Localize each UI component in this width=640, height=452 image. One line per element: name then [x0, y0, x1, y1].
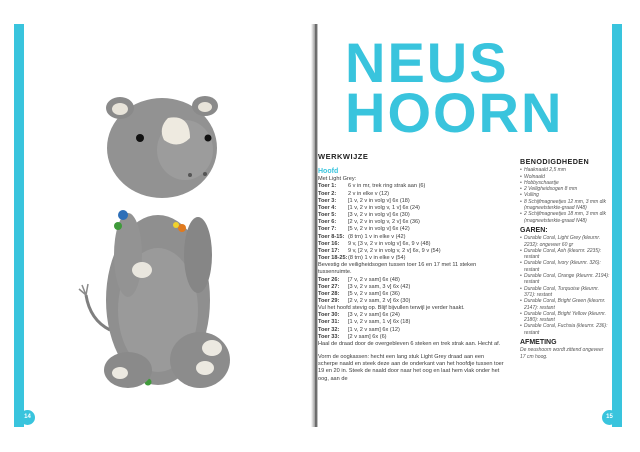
round-label: Toer 28:	[318, 290, 340, 297]
rhino-photo	[40, 80, 280, 400]
yarn-item: • Durable Coral, Light Grey (kleurnr. 2232): ongeveer 60 gr	[520, 235, 610, 248]
round-instruction: [1 v, 2 v sam] 6x (12)	[348, 326, 400, 333]
round-row	[318, 255, 504, 262]
material-item: • Wolnaald	[520, 174, 610, 180]
round-row	[318, 226, 504, 233]
werkwijze-heading: WERKWIJZE	[318, 152, 369, 161]
material-item: • Vulling	[520, 192, 610, 198]
round-label: Toer 30:	[318, 312, 340, 319]
round-row	[318, 248, 504, 255]
yarn-item: • Durable Coral, Orange (kleurnr. 2194): restant	[520, 273, 610, 286]
round-row	[318, 319, 504, 326]
round-label: Toer 31:	[318, 319, 340, 326]
round-label: Toer 2:	[318, 190, 337, 197]
yarn-item: • Durable Coral, Turquoise (kleurnr. 371): restant	[520, 286, 610, 299]
round-row	[318, 241, 504, 248]
materials-column	[520, 159, 610, 360]
page-title	[345, 31, 564, 144]
yarn-list	[520, 235, 610, 336]
yarn-item: • Durable Coral, Bright Green (kleurnr. 2147): restant	[520, 298, 610, 311]
round-instruction: 9 v, [2 v, 2 v in volg v, 2 v] 6x, 9 v (54)	[348, 247, 441, 254]
yarn-item: • Durable Coral, Ash (kleurnr. 2235): restant	[520, 248, 610, 261]
left-accent-stripe	[14, 24, 24, 427]
afmeting-text: De neushoorn wordt zittend ongeveer 17 cm hoog.	[520, 347, 604, 360]
title-line-1: NEUS	[345, 31, 509, 94]
intro-text: Met Light Grey:	[318, 176, 357, 183]
round-row	[318, 277, 504, 284]
round-instruction: [3 v, 2 v sam, 3 v] 6x (42)	[348, 283, 411, 290]
round-row	[318, 298, 504, 305]
section-heading-hoofd: Hoofd	[318, 168, 339, 176]
round-label: Toer 1:	[318, 183, 337, 190]
round-instruction: [5 v, 2 v sam] 6x (36)	[348, 290, 400, 297]
round-label: Toer 5:	[318, 212, 337, 219]
round-instruction: [1 v, 2 v sam, 1 v] 6x (18)	[348, 319, 411, 326]
round-label: Toer 16:	[318, 240, 340, 247]
note-stuffing: Vul het hoofd stevig op. Blijf bijvullen terwijl je verder haakt.	[318, 305, 465, 312]
right-accent-stripe	[612, 24, 622, 427]
round-row	[318, 312, 504, 319]
round-row	[318, 334, 504, 341]
round-instruction: (8 trn) 1 v in elke v (54)	[348, 255, 406, 262]
yarn-item: • Durable Coral, Ivory (kleurnr. 326): restant	[520, 260, 610, 273]
round-row	[318, 234, 504, 241]
round-instruction: [5 v, 2 v in volg v] 6x (42)	[348, 226, 410, 233]
round-list-c	[318, 312, 504, 341]
round-row	[318, 212, 504, 219]
round-label: Toer 8-15:	[318, 233, 345, 240]
round-instruction: [2 v, 2 v sam, 2 v] 6x (30)	[348, 297, 411, 304]
round-row	[318, 183, 504, 190]
round-instruction: 6 v in mr, trek ring strak aan (6)	[348, 183, 426, 190]
round-row	[318, 205, 504, 212]
round-row	[318, 327, 504, 334]
round-instruction: (8 trn) 1 v in elke v (42)	[348, 233, 406, 240]
round-label: Toer 4:	[318, 204, 337, 211]
round-row	[318, 198, 504, 205]
round-label: Toer 29:	[318, 297, 340, 304]
round-row	[318, 291, 504, 298]
round-row	[318, 219, 504, 226]
round-instruction: 9 v, [3 v, 2 v in volg v] 6x, 9 v (48)	[348, 240, 431, 247]
afmeting-heading: AFMETING	[520, 339, 557, 347]
round-label: Toer 33:	[318, 333, 340, 340]
round-instruction: [7 v, 2 v sam] 6x (48)	[348, 276, 400, 283]
round-label: Toer 17:	[318, 247, 340, 254]
round-instruction: [1 v, 2 v in volg v, 1 v] 6x (24)	[348, 204, 420, 211]
material-item: • 2 Veiligheidsogen 8 mm	[520, 186, 610, 192]
page-number-left: 14	[20, 410, 35, 425]
round-instruction: [3 v, 2 v in volg v] 6x (30)	[348, 212, 410, 219]
round-instruction: [2 v, 2 v in volg v, 2 v] 6x (36)	[348, 219, 420, 226]
round-list-b	[318, 277, 504, 306]
round-row	[318, 191, 504, 198]
round-label: Toer 7:	[318, 226, 337, 233]
round-label: Toer 26:	[318, 276, 340, 283]
instructions-column	[318, 153, 504, 383]
material-item: • Haaknaald 2,5 mm	[520, 167, 610, 173]
eye-socket-paragraph: Vorm de oogkassen: hecht een lang stuk Light Grey draad aan een scherpe naald en steek deze aan de onderkant van het hoofdje tussen toer 19 en 20 in. Steek de naald door naar het oog en laat hem vlak onder het oog, aan de	[318, 354, 504, 382]
round-label: Toer 32:	[318, 326, 340, 333]
yarn-item: • Durable Coral, Bright Yellow (kleurnr. 2180): restant	[520, 311, 610, 324]
round-row	[318, 284, 504, 291]
note-finish: Haal de draad door de overgebleven 6 steken en trek strak aan. Hecht af.	[318, 340, 501, 347]
materials-list	[520, 167, 610, 224]
round-label: Toer 27:	[318, 283, 340, 290]
page-number-right: 15	[602, 410, 617, 425]
note-eyes: Bevestig de veiligheidsogen tussen toer 16 en 17 met 11 steken tussenruimte.	[318, 262, 477, 276]
material-item: • 8 Schijfmagneetjes 12 mm, 3 mm dik (magneetsterkte-graad N48)	[520, 199, 610, 212]
round-instruction: 2 v in elke v (12)	[348, 190, 390, 197]
round-label: Toer 6:	[318, 219, 337, 226]
title-line-2: HOORN	[345, 81, 564, 144]
round-list-a	[318, 183, 504, 262]
benodigdheden-heading: BENODIGDHEDEN	[520, 157, 590, 166]
material-item: • Hobbyschaartje	[520, 180, 610, 186]
round-instruction: [1 v, 2 v in volg v] 6x (18)	[348, 197, 410, 204]
yarn-item: • Durable Coral, Fuchsia (kleurnr. 236): restant	[520, 323, 610, 336]
round-label: Toer 18-25:	[318, 255, 348, 262]
garen-heading: GAREN:	[520, 226, 548, 234]
round-instruction: [3 v, 2 v sam] 6x (24)	[348, 312, 400, 319]
round-instruction: [2 v sam] 6x (6)	[348, 333, 387, 340]
material-item: • 2 Schijfmagneetjes 18 mm, 3 mm dik (magneetsterkte-graad N48)	[520, 211, 610, 224]
round-label: Toer 3:	[318, 197, 337, 204]
